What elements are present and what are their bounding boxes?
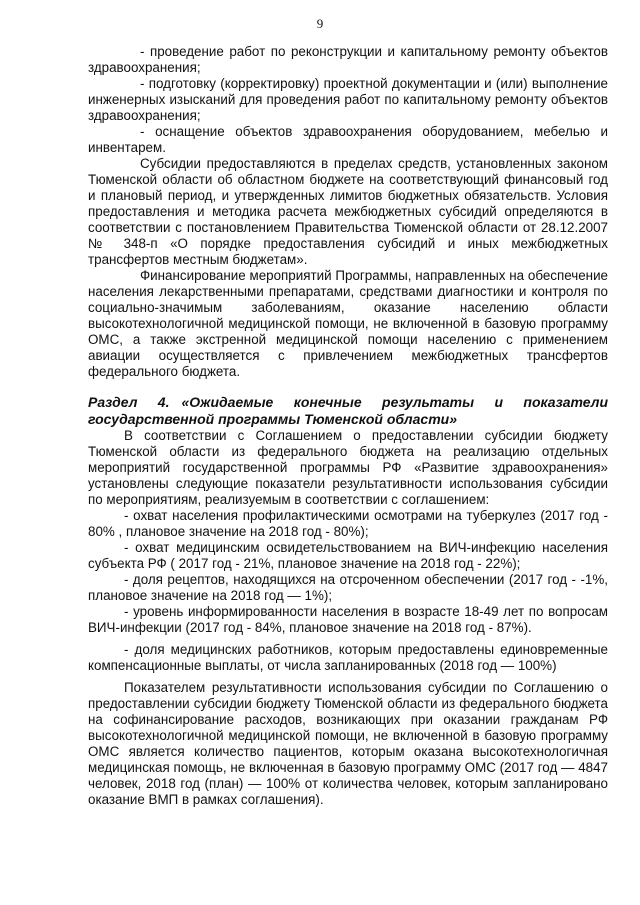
page-number: 9	[316, 16, 324, 31]
list-item: - оснащение объектов здравоохранения оборудованием, мебелью и инвентарем.	[88, 124, 608, 155]
list-item: - уровень информированности населения в возрасте 18-49 лет по вопросам ВИЧ-инфекции (2017 год - 84%, плановое значение на 2018 год - 87%).	[88, 604, 608, 635]
section-heading	[88, 394, 608, 428]
list-item: - подготовку (корректировку) проектной документации и (или) выполнение инженерных изысканий для проведения работ по капитальному ремонту объектов здравоохранения;	[88, 76, 608, 123]
spacer	[88, 380, 608, 394]
list-item: - доля медицинских работников, которым предоставлены единовременные компенсационные выплаты, от числа запланированных (2018 год — 100%)	[88, 642, 608, 673]
paragraph-subsidies: Субсидии предоставляются в пределах средств, установленных законом Тюменской области об областном бюджете на соответствующий финансовый год и плановый период, и утвержденных лимитов бюджетных обязательств. Условия предоставления и методика расчета межбюджетных субсидий определяются в соответствии с постановлением Правительства Тюменской области от 28.12.2007 № 348-п «О порядке предоставления субсидий и иных межбюджетных трансфертов местным бюджетам».	[88, 156, 608, 267]
document-body	[88, 44, 608, 808]
list-item: - проведение работ по реконструкции и капитальному ремонту объектов здравоохранения;	[88, 44, 608, 75]
list-item: - охват медицинским освидетельствованием на ВИЧ-инфекцию населения субъекта РФ ( 2017 год - 21%, плановое значение на 2018 год - 22%);	[88, 540, 608, 571]
list-item: - охват населения профилактическими осмотрами на туберкулез (2017 год - 80% , плановое значение на 2018 год - 80%);	[88, 508, 608, 539]
list-item: - доля рецептов, находящихся на отсроченном обеспечении (2017 год - -1%, плановое значение на 2018 год — 1%);	[88, 572, 608, 603]
paragraph-agreement: В соответствии с Соглашением о предоставлении субсидии бюджету Тюменской области из федерального бюджета на реализацию отдельных мероприятий государственной программы РФ «Развитие здравоохранения» установлены следующие показатели результативности использования субсидии по мероприятиям, реализуемым в соответствии с соглашением:	[88, 428, 608, 507]
paragraph-indicator: Показателем результативности использования субсидии по Соглашению о предоставлении субсидии бюджету Тюменской области из федерального бюджета на софинансирование расходов, возникающих при оказании гражданам РФ высокотехнологичной медицинской помощи, не включенной в базовую программу ОМС является количество пациентов, которым оказана высокотехнологичная медицинская помощь, не включенная в базовую программу ОМС (2017 год — 4847 человек, 2018 год (план) — 100% от количества человек, которым запланировано оказание ВМП в рамках соглашения).	[88, 680, 608, 807]
paragraph-financing: Финансирование мероприятий Программы, направленных на обеспечение населения лекарственными препаратами, средствами диагностики и контроля по социально-значимым заболеваниям, оказание населению области высокотехнологичной медицинской помощи, не включенной в базовую программу ОМС, а также экстренной медицинской помощи населению с применением авиации осуществляется с привлечением межбюджетных трансфертов федерального бюджета.	[88, 268, 608, 379]
section-number: Раздел 4.	[88, 394, 170, 410]
section-title: «Ожидаемые конечные результаты и показатели государственной программы Тюменской области»	[88, 394, 608, 427]
